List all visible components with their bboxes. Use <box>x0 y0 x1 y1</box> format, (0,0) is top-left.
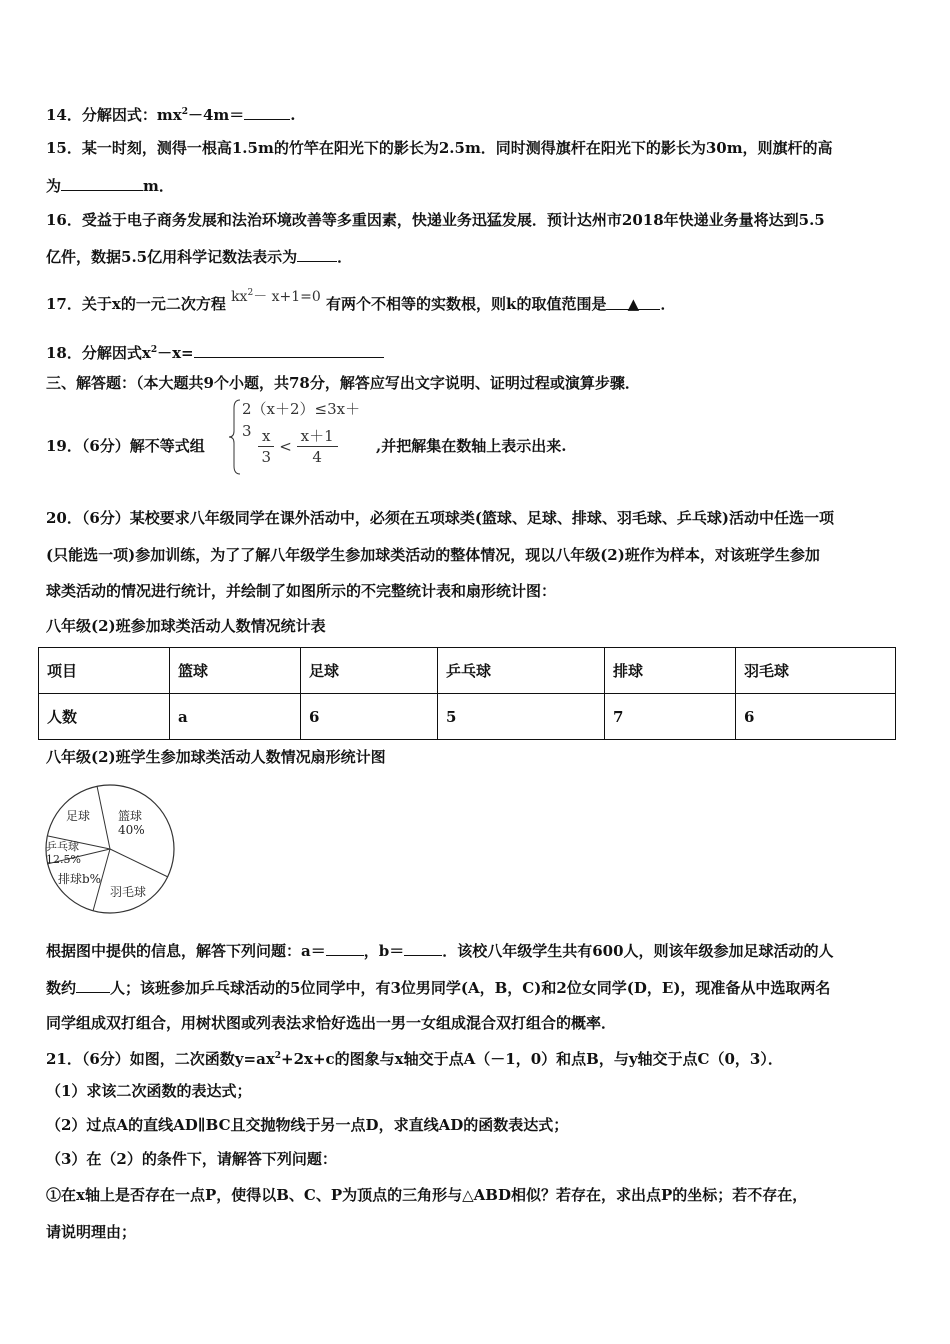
answer-blank <box>244 103 290 120</box>
question-20-line3: 球类活动的情况进行统计，并绘制了如图所示的不完整统计表和扇形统计图： <box>46 582 557 600</box>
question-21: 21．（6分）如图，二次函数$y=ax^2+2x+c$的图象与x轴交于点A（－1，0）和点B，与y轴交于点C（0，3）． <box>46 1050 783 1068</box>
table-cell: 6 <box>736 694 896 740</box>
pie-label-volleyball: 排球b% <box>58 872 102 886</box>
question-20-line2: (只能选一项)参加训练，为了了解八年级学生参加球类活动的整体情况，现以八年级(2)班作为样本，对该班学生参加 <box>46 546 820 564</box>
question-17: 17．关于x的一元二次方程 $kx^2- x+1=0$ 有两个不相等的实数根，则k的取值范围是 ▲ ． <box>46 288 676 313</box>
question-20-ask3: 同学组成双打组合，用树状图或列表法求恰好选出一男一女组成混合双打组合的概率． <box>46 1014 617 1032</box>
answer-blank <box>297 245 337 262</box>
answer-blank <box>326 939 364 956</box>
pie-title: 八年级(2)班学生参加球类活动人数情况扇形统计图 <box>46 748 386 766</box>
pie-label-pingpong: 乒乓球 <box>46 840 79 853</box>
inequality-system <box>228 398 368 476</box>
inequality-1: 2（x＋2）≤3x＋3 <box>242 400 361 440</box>
question-21-part1: （1）求该二次函数的表达式； <box>46 1082 252 1100</box>
question-16-line1: 16．受益于电子商务发展和法治环境改善等多重因素，快递业务迅猛发展．预计达州市2018年快递业务量将达到5.5 <box>46 211 825 229</box>
brace-icon <box>228 398 242 476</box>
pie-label-badminton: 羽毛球 <box>110 885 147 899</box>
question-16-line2: 亿件，数据5.5亿用科学记数法表示为 ． <box>46 245 352 268</box>
table-cell: 足球 <box>301 648 438 694</box>
pie-label-basketball: 篮球 <box>118 809 143 823</box>
table-cell: 6 <box>301 694 438 740</box>
table-cell: 篮球 <box>170 648 301 694</box>
question-14: 14．分解因式：$mx^2-4m=$ . <box>46 101 296 126</box>
equation: $kx^2- x+1=0$ <box>231 288 321 305</box>
pie-label-pingpong-pct: 12.5% <box>46 853 81 866</box>
answer-blank <box>194 341 384 358</box>
table-cell: 人数 <box>39 694 170 740</box>
table-cell: 排球 <box>605 648 736 694</box>
pie-label-basketball-pct: 40% <box>118 823 145 837</box>
table-title: 八年级(2)班参加球类活动人数情况统计表 <box>46 617 326 635</box>
section-heading: 三、解答题：（本大题共9个小题，共78分，解答应写出文字说明、证明过程或演算步骤． <box>46 374 640 392</box>
stats-table <box>38 647 896 740</box>
question-20-line1: 20．（6分）某校要求八年级同学在课外活动中，必须在五项球类(篮球、足球、排球、羽毛球、乒乓球)活动中任选一项 <box>46 509 835 527</box>
question-18: 18．分解因式$x^2-x=$ <box>46 339 384 364</box>
pie-label-football: 足球 <box>66 809 91 823</box>
pie-chart <box>40 782 180 918</box>
table-cell: 5 <box>438 694 605 740</box>
question-20-ask1: 根据图中提供的信息，解答下列问题：a＝ ，b＝ ．该校八年级学生共有600人，则该年级参加足球活动的人 <box>46 939 834 962</box>
question-15-line2: 为 m． <box>46 174 174 197</box>
answer-blank <box>61 174 143 191</box>
answer-blank <box>404 939 442 956</box>
table-cell: 项目 <box>39 648 170 694</box>
question-21-part3-1-cont: 请说明理由； <box>46 1223 137 1241</box>
table-row <box>39 694 896 740</box>
answer-blank <box>76 976 110 993</box>
question-21-part2: （2）过点A的直线AD∥BC且交抛物线于另一点D，求直线AD的函数表达式； <box>46 1116 569 1134</box>
question-19-label: 19．（6分）解不等式组 <box>46 437 205 455</box>
inequality-2: $\frac{x}{3}$ < $\frac{x+1}{4}$ <box>258 426 338 467</box>
table-cell: 乒乓球 <box>438 648 605 694</box>
question-19-post: ,并把解集在数轴上表示出来. <box>376 437 567 455</box>
answer-blank: ▲ <box>606 293 660 310</box>
table-header-row <box>39 648 896 694</box>
question-21-part3-1: ①在x轴上是否存在一点P，使得以B、C、P为顶点的三角形与△ABD相似？若存在，求出点P的坐标；若不存在， <box>46 1186 808 1204</box>
table-cell: a <box>170 694 301 740</box>
question-21-part3: （3）在（2）的条件下，请解答下列问题： <box>46 1150 337 1168</box>
table-cell: 7 <box>605 694 736 740</box>
table-cell: 羽毛球 <box>736 648 896 694</box>
question-15-line1: 15．某一时刻，测得一根高1.5m的竹竿在阳光下的影长为2.5m．同时测得旗杆在阳光下的影长为30m，则旗杆的高 <box>46 139 833 157</box>
question-20-ask2: 数约 人；该班参加乒乓球活动的5位同学中，有3位男同学(A，B，C)和2位女同学(D，E)，现准备从中选取两名 <box>46 976 830 999</box>
